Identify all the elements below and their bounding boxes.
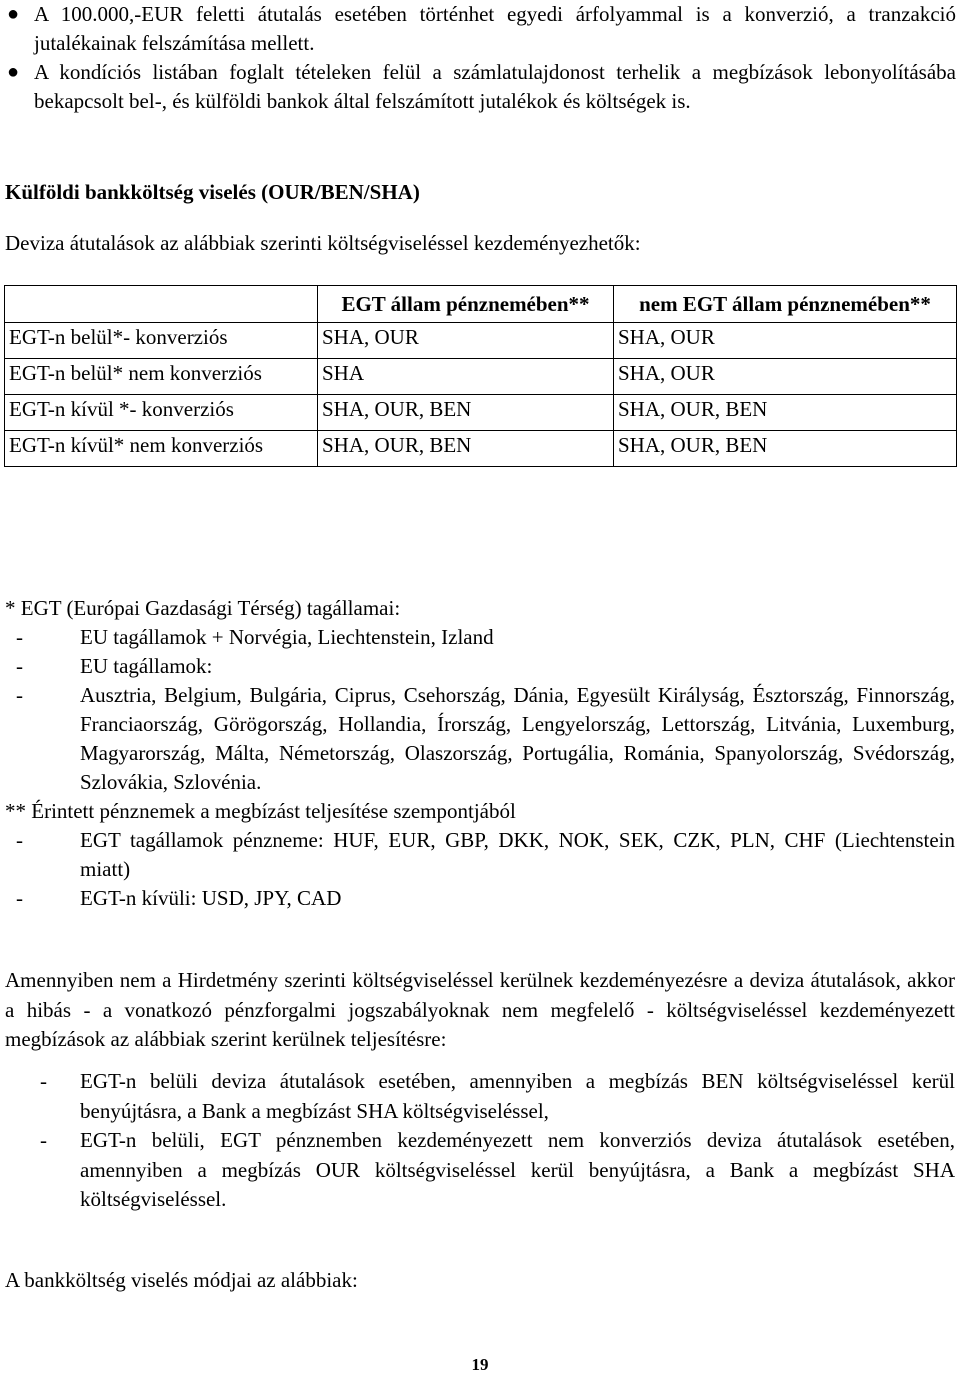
rule-item xyxy=(5,1067,955,1126)
table-cell: SHA, OUR, BEN xyxy=(614,395,957,431)
dash-marker: - xyxy=(40,1128,47,1152)
egt-footnote-text: EU tagállamok + Norvégia, Liechtenstein, Izland xyxy=(80,625,494,649)
bullet-list xyxy=(0,0,956,116)
table-cell: SHA, OUR, BEN xyxy=(614,431,957,467)
table-row-label: EGT-n belül* nem konverziós xyxy=(5,359,318,395)
body-paragraph: Amennyiben nem a Hirdetmény szerinti költségviseléssel kerülnek kezdeményezésre a deviza átutalások, akkor a hibás - a vonatkozó pénzforgalmi jogszabályoknak nem megfelelő - költségviseléssel kezdeményezett megbízások az alábbiak szerint kerülnek teljesítésre: xyxy=(5,968,955,1051)
cost-bearing-table xyxy=(4,285,957,467)
egt-footnote-text: Ausztria, Belgium, Bulgária, Ciprus, Csehország, Dánia, Egyesült Királyság, Észtország, Finnország, Franciaország, Görögország, Hollandia, Írország, Lengyelország, Lettország, Litvánia, Luxemburg, Magyarország, Málta, Németország, Olaszország, Portugália, Románia, Spanyolország, Svédország, Szlovákia, Szlovénia. xyxy=(80,683,955,794)
currency-footnote-item xyxy=(5,826,955,884)
table-header-egt: EGT állam pénznemében** xyxy=(318,286,614,323)
rule-item xyxy=(5,1126,955,1215)
bullet-item xyxy=(0,58,956,116)
table-cell: SHA, OUR, BEN xyxy=(318,395,614,431)
dash-marker: - xyxy=(16,625,23,649)
table-header-non-egt: nem EGT állam pénznemében** xyxy=(614,286,957,323)
table-header-row xyxy=(5,286,957,323)
table-row xyxy=(5,323,957,359)
currency-footnote-text: EGT tagállamok pénzneme: HUF, EUR, GBP, DKK, NOK, SEK, CZK, PLN, CHF (Liechtenstein miatt) xyxy=(80,828,955,881)
dash-marker: - xyxy=(16,886,23,910)
section-heading: Külföldi bankköltség viselés (OUR/BEN/SHA) xyxy=(5,180,420,204)
table-header-empty xyxy=(5,286,318,323)
dash-marker: - xyxy=(40,1069,47,1093)
rule-text: EGT-n belüli deviza átutalások esetében, amennyiben a megbízás BEN költségviseléssel kerül benyújtásra, a Bank a megbízást SHA költségviseléssel, xyxy=(80,1069,955,1123)
bullet-text: A kondíciós listában foglalt tételeken felül a számlatulajdonost terhelik a megbízások lebonyolításába bekapcsolt bel-, és külföldi bankok által felszámított jutalékok és költségek is. xyxy=(34,60,956,113)
egt-footnote-text: EU tagállamok: xyxy=(80,654,213,678)
intro-text: Deviza átutalások az alábbiak szerinti költségviseléssel kezdeményezhetők: xyxy=(5,231,641,255)
bullet-text: A 100.000,-EUR feletti átutalás esetében történhet egyedi árfolyammal is a konverzió, a tranzakció jutalékainak felszámítása mellett. xyxy=(34,2,956,55)
table-row xyxy=(5,431,957,467)
table-cell: SHA, OUR, BEN xyxy=(318,431,614,467)
egt-footnote-item xyxy=(5,652,955,681)
table-cell: SHA, OUR xyxy=(614,323,957,359)
rule-list xyxy=(5,1067,955,1215)
footnotes xyxy=(5,594,955,913)
table-row xyxy=(5,395,957,431)
table-row-label: EGT-n kívül *- konverziós xyxy=(5,395,318,431)
bullet-icon: ● xyxy=(7,61,20,83)
currency-footnote-title: ** Érintett pénznemek a megbízást teljesítése szempontjából xyxy=(5,799,516,823)
rule-text: EGT-n belüli, EGT pénznemben kezdeményezett nem konverziós deviza átutalások esetében, amennyiben a megbízás OUR költségviseléssel kerül benyújtásra, a Bank a megbízást SHA költségviseléssel. xyxy=(80,1128,955,1211)
dash-marker: - xyxy=(16,828,23,852)
table-row-label: EGT-n belül*- konverziós xyxy=(5,323,318,359)
egt-footnote-item xyxy=(5,623,955,652)
table-row xyxy=(5,359,957,395)
table-cell: SHA xyxy=(318,359,614,395)
dash-marker: - xyxy=(16,683,23,707)
dash-marker: - xyxy=(16,654,23,678)
bullet-item xyxy=(0,0,956,58)
bullet-icon: ● xyxy=(7,3,20,25)
closing-text: A bankköltség viselés módjai az alábbiak: xyxy=(5,1268,358,1292)
table-row-label: EGT-n kívül* nem konverziós xyxy=(5,431,318,467)
egt-footnote-title: * EGT (Európai Gazdasági Térség) tagállamai: xyxy=(5,596,401,620)
table-cell: SHA, OUR xyxy=(614,359,957,395)
table-cell: SHA, OUR xyxy=(318,323,614,359)
currency-footnote-text: EGT-n kívüli: USD, JPY, CAD xyxy=(80,886,342,910)
page-number: 19 xyxy=(471,1355,489,1374)
egt-footnote-item xyxy=(5,681,955,797)
currency-footnote-item xyxy=(5,884,955,913)
